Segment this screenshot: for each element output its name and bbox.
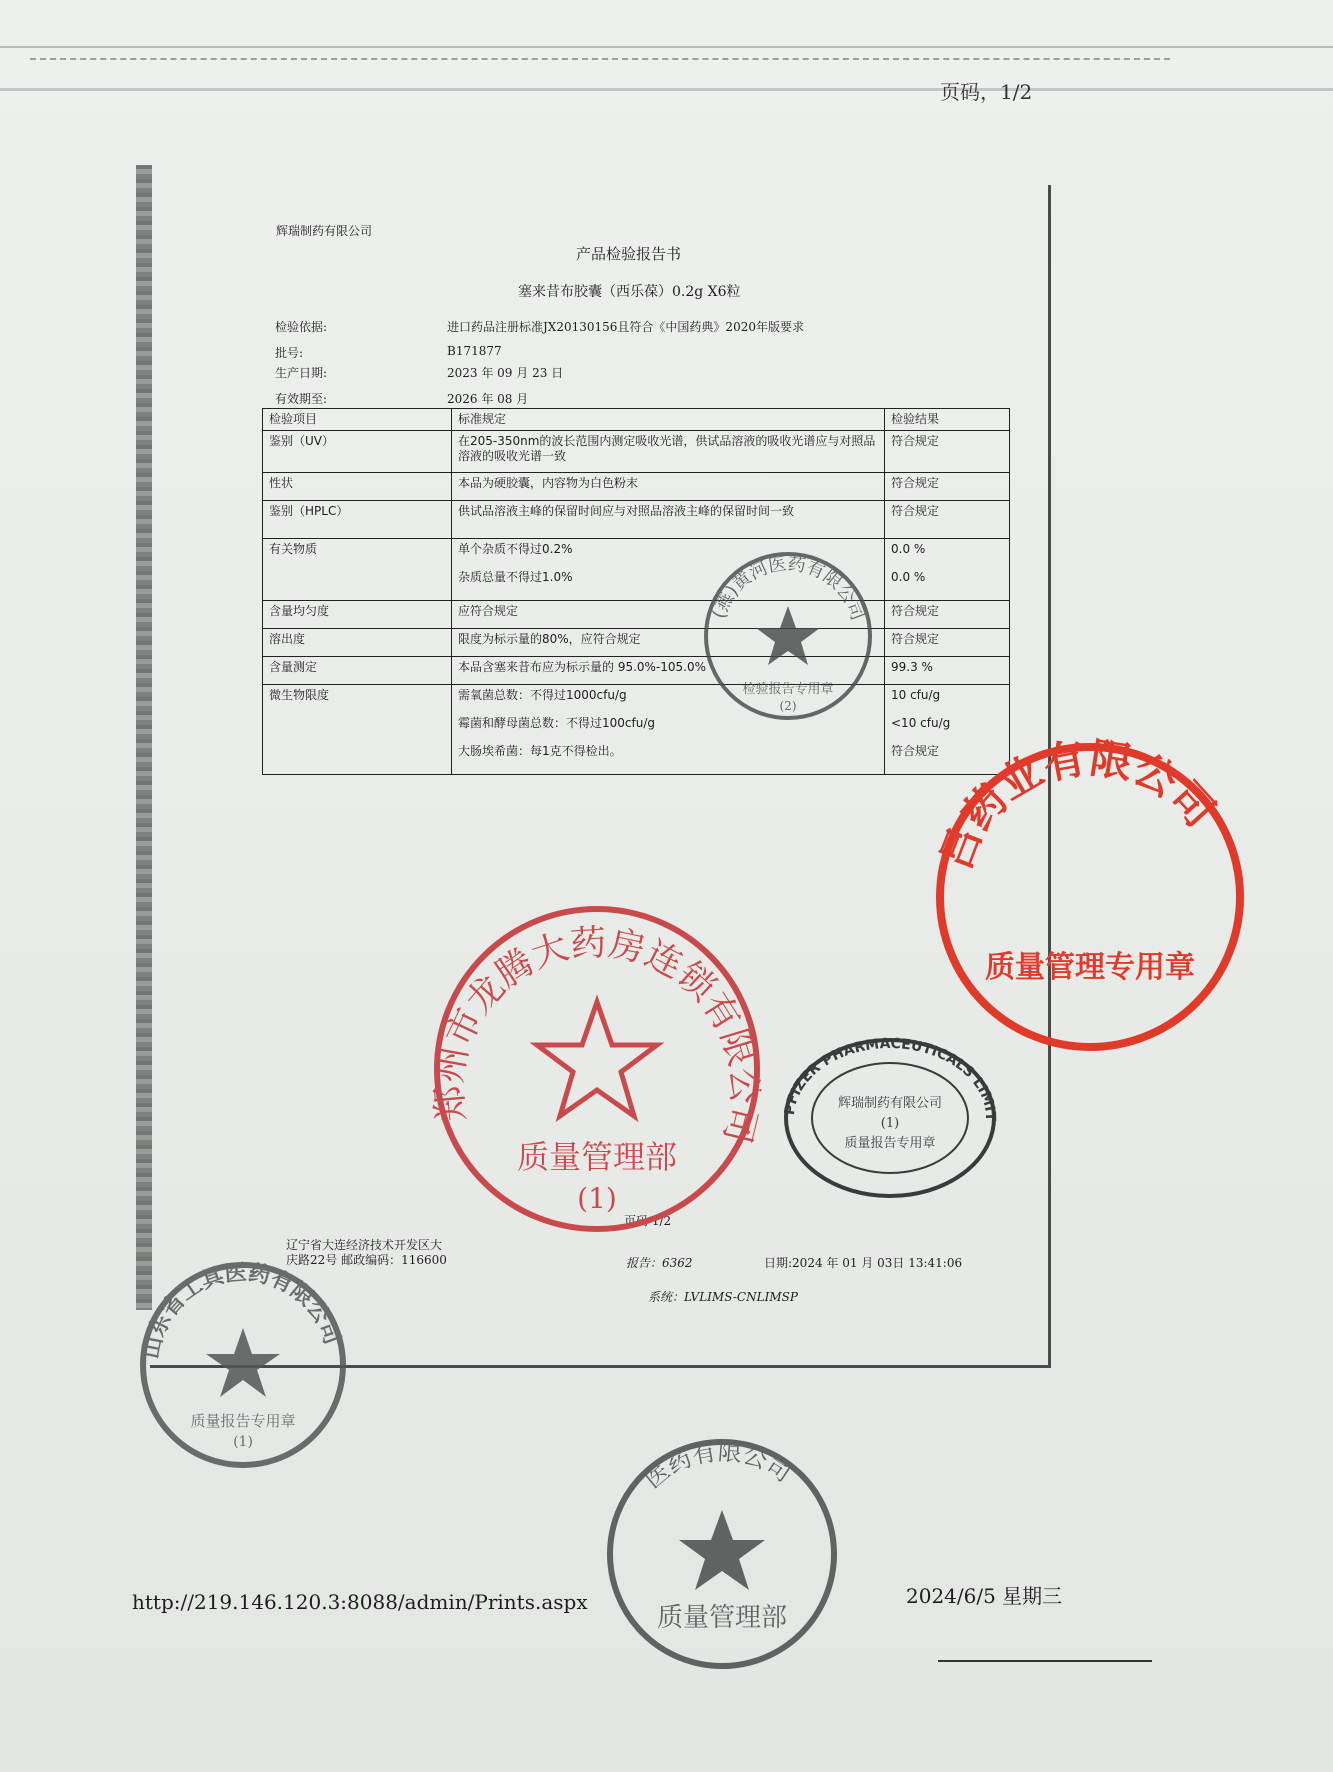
seal-red-right [930, 733, 1250, 1057]
result-cell: 符合规定 [885, 601, 1010, 629]
result-cell: 10 cfu/g [885, 685, 1010, 713]
table-row [263, 601, 1010, 629]
item-cell: 含量测定 [263, 657, 452, 685]
svg-text:(1): (1) [577, 1182, 617, 1215]
svg-text:吕药业有限公司: 吕药业有限公司 [930, 733, 1225, 877]
report-number: 报告：6362 [626, 1256, 693, 1270]
svg-text:质量报告专用章: 质量报告专用章 [190, 1412, 296, 1430]
svg-text:(1): (1) [233, 1434, 253, 1450]
header-cell: 检验结果 [885, 409, 1010, 431]
meta-value-production-date: 2023 年 09 月 23 日 [447, 366, 564, 380]
scan-line-2 [0, 88, 1333, 91]
footer-url: http://219.146.120.3:8088/admin/Prints.aspx [132, 1590, 588, 1614]
page-indicator: 页码，1/2 [940, 80, 1033, 104]
svg-text:质量管理部: 质量管理部 [656, 1603, 788, 1633]
result-cell: 符合规定 [885, 629, 1010, 657]
svg-text:质量管理部: 质量管理部 [516, 1138, 678, 1176]
meta-value-expiry: 2026 年 08 月 [447, 392, 529, 406]
svg-text:检验报告专用章: 检验报告专用章 [742, 682, 834, 697]
standard-cell: 霉菌和酵母菌总数：不得过100cfu/g [452, 713, 885, 741]
standard-cell: 本品含塞来昔布应为标示量的 95.0%-105.0% [452, 657, 885, 685]
item-cell: 鉴别（HPLC） [263, 501, 452, 539]
item-cell: 有关物质 [263, 539, 452, 601]
table-row [263, 431, 1010, 473]
table-row [263, 473, 1010, 501]
standard-cell: 大肠埃希菌：每1克不得检出。 [452, 741, 885, 775]
item-cell: 溶出度 [263, 629, 452, 657]
svg-text:(2): (2) [779, 699, 797, 713]
item-cell: 含量均匀度 [263, 601, 452, 629]
footer-print-date: 2024/6/5 星期三 [906, 1584, 1063, 1608]
svg-text:辉瑞制药有限公司: 辉瑞制药有限公司 [837, 1096, 943, 1111]
svg-text:PFIZER PHARMACEUTICALS LIMITED: PFIZER PHARMACEUTICALS LIMITED [774, 1023, 999, 1122]
result-cell: 0.0 % [885, 539, 1010, 567]
result-cell: <10 cfu/g [885, 713, 1010, 741]
svg-text:(1): (1) [880, 1116, 900, 1131]
table-row [263, 657, 1010, 685]
table-row [263, 629, 1010, 657]
system-id: 系统：LVLIMS-CNLIMSP [648, 1290, 798, 1304]
seal-gray-left [136, 1258, 351, 1473]
result-cell: 符合规定 [885, 741, 1010, 775]
standard-cell: 应符合规定 [452, 601, 885, 629]
standard-cell: 供试品溶液主峰的保留时间应与对照品溶液主峰的保留时间一致 [452, 501, 885, 539]
table-header-row [263, 409, 1010, 431]
footer-rule [938, 1660, 1152, 1662]
svg-text:郑州市龙腾大药房连锁有限公司: 郑州市龙腾大药房连锁有限公司 [429, 922, 765, 1148]
standard-cell: 在205-350nm的波长范围内测定吸收光谱，供试品溶液的吸收光谱应与对照品溶液的吸收光谱一致 [452, 431, 885, 473]
seal-gray-bottom [602, 1434, 842, 1674]
inspection-table [262, 408, 1010, 775]
standard-cell: 限度为标示量的80%，应符合规定 [452, 629, 885, 657]
seal-tablet-small [700, 548, 876, 724]
header-cell: 检验项目 [263, 409, 452, 431]
meta-label-production-date: 生产日期: [275, 366, 328, 380]
company-name: 辉瑞制药有限公司 [276, 224, 373, 238]
address-line-1: 辽宁省大连经济技术开发区大 [286, 1238, 443, 1252]
meta-label-basis: 检验依据: [275, 320, 328, 334]
header-cell: 标准规定 [452, 409, 885, 431]
standard-cell: 本品为硬胶囊，内容物为白色粉末 [452, 473, 885, 501]
table-row [263, 685, 1010, 713]
result-cell: 0.0 % [885, 567, 1010, 601]
result-cell: 符合规定 [885, 501, 1010, 539]
item-cell: 微生物限度 [263, 685, 452, 775]
svg-text:质量管理专用章: 质量管理专用章 [985, 950, 1195, 985]
scan-dash-line [30, 58, 1170, 60]
scan-line-top [0, 46, 1333, 48]
report-date: 日期:2024 年 01 月 03日 13:41:06 [764, 1256, 963, 1270]
svg-text:(燕)黄河医药有限公司: (燕)黄河医药有限公司 [708, 553, 869, 624]
item-cell: 性状 [263, 473, 452, 501]
svg-text:山东省工具医药有限公司: 山东省工具医药有限公司 [138, 1260, 345, 1361]
result-cell: 符合规定 [885, 473, 1010, 501]
result-cell: 符合规定 [885, 431, 1010, 473]
table-row [263, 501, 1010, 539]
svg-text:质量报告专用章: 质量报告专用章 [844, 1136, 936, 1151]
address-line-2: 庆路22号 邮政编码：116600 [286, 1253, 447, 1267]
product-name: 塞来昔布胶囊（西乐葆）0.2g X6粒 [518, 284, 741, 300]
seal-pfizer-oval [774, 1023, 1000, 1201]
seal-red-center [428, 900, 766, 1238]
item-cell: 鉴别（UV） [263, 431, 452, 473]
standard-cell: 需氧菌总数：不得过1000cfu/g [452, 685, 885, 713]
svg-text:医药有限公司: 医药有限公司 [639, 1437, 797, 1494]
meta-value-batch: B171877 [447, 344, 502, 358]
table-row [263, 539, 1010, 567]
meta-label-expiry: 有效期至: [275, 392, 328, 406]
meta-label-batch: 批号: [275, 346, 304, 360]
result-cell: 99.3 % [885, 657, 1010, 685]
report-title: 产品检验报告书 [576, 245, 682, 263]
standard-cell: 杂质总量不得过1.0% [452, 567, 885, 601]
inner-page-number: 页码 1/2 [624, 1214, 672, 1228]
meta-value-basis: 进口药品注册标准JX20130156且符合《中国药典》2020年版要求 [447, 320, 804, 334]
standard-cell: 单个杂质不得过0.2% [452, 539, 885, 567]
